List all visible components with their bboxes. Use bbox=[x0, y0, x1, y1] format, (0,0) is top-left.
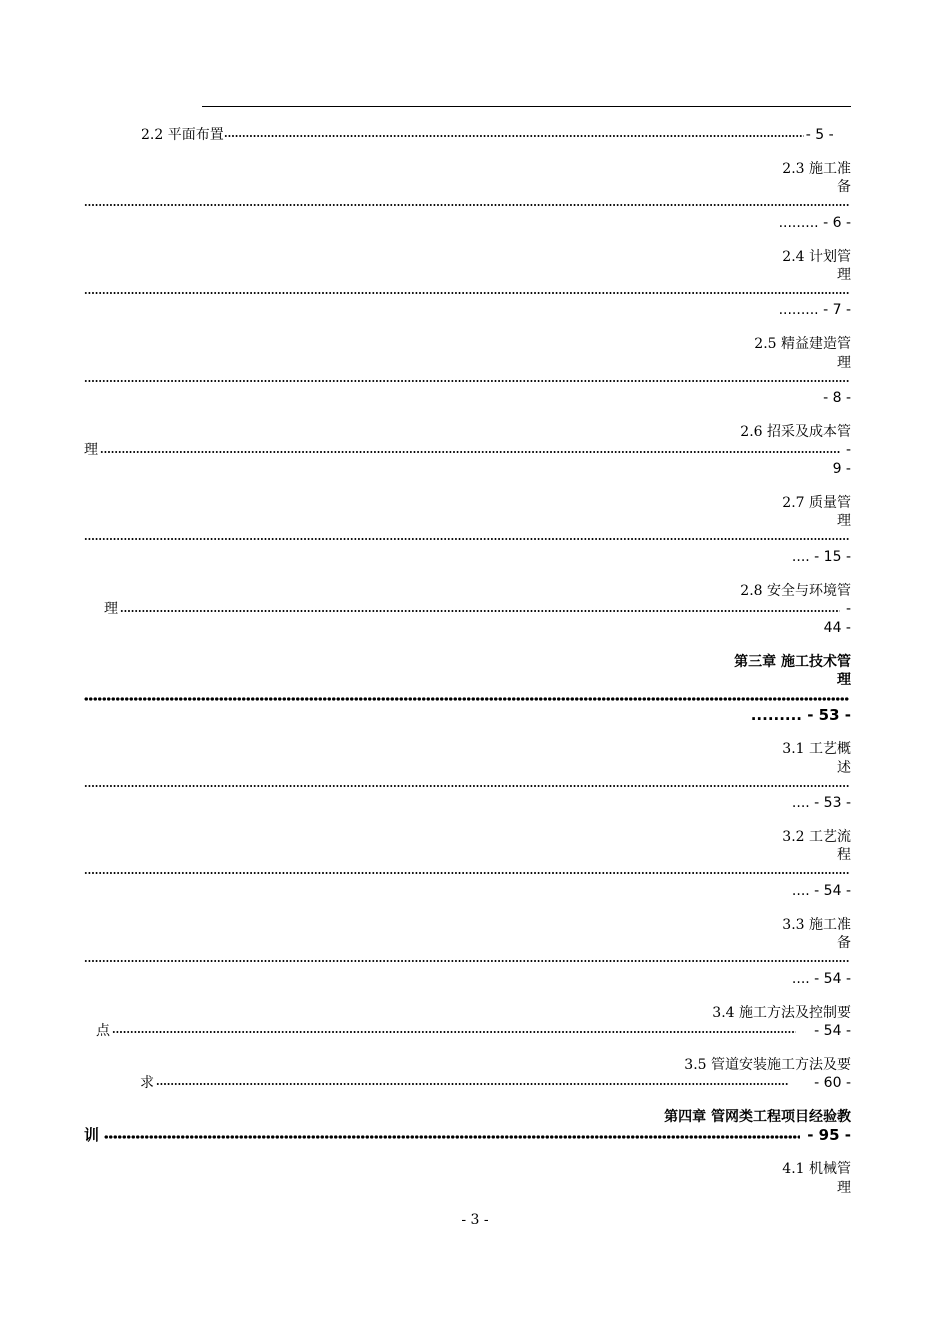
page-number: - 3 - bbox=[461, 1212, 489, 1228]
toc-chapter-4-page: - 95 - bbox=[807, 1126, 851, 1144]
toc-leader-dots bbox=[100, 449, 840, 455]
toc-leader-dots bbox=[84, 378, 849, 384]
toc-entry-2-3-label[interactable]: 2.3 施工准 bbox=[782, 161, 851, 177]
toc-entry-3-4-page: - 54 - bbox=[814, 1023, 851, 1039]
toc-entry-3-2-page: .... - 54 - bbox=[791, 883, 851, 899]
toc-entry-4-1-label[interactable]: 4.1 机械管 bbox=[782, 1161, 851, 1177]
toc-entry-2-6-label-wrap: 理 bbox=[84, 442, 98, 458]
toc-entry-3-1-label[interactable]: 3.1 工艺概 bbox=[782, 741, 851, 757]
toc-entry-3-4-label-wrap: 点 bbox=[96, 1023, 110, 1039]
toc-chapter-3-label[interactable]: 第三章 施工技术管 bbox=[734, 654, 851, 670]
toc-entry-3-5-label-wrap: 求 bbox=[140, 1075, 154, 1091]
toc-entry-2-5-label-wrap: 理 bbox=[837, 355, 851, 371]
toc-leader-dots bbox=[84, 536, 849, 542]
toc-entry-2-8-page: 44 - bbox=[823, 620, 851, 636]
toc-entry-3-3-label[interactable]: 3.3 施工准 bbox=[782, 917, 851, 933]
toc-entry-3-3-page: .... - 54 - bbox=[791, 971, 851, 987]
toc-leader-dots bbox=[112, 1029, 796, 1035]
toc-leader-dots bbox=[104, 1133, 800, 1141]
toc-leader-dots bbox=[84, 202, 849, 208]
toc-entry-2-2[interactable] bbox=[141, 126, 834, 144]
header-rule bbox=[202, 106, 851, 107]
toc-entry-2-3-page: ......... - 6 - bbox=[778, 215, 851, 231]
toc-leader-dots bbox=[120, 608, 840, 614]
toc-entry-2-3-label-wrap: 备 bbox=[837, 179, 851, 195]
toc-chapter-3-label-wrap: 理 bbox=[837, 672, 851, 688]
toc-entry-2-6-page-dash: - bbox=[845, 442, 851, 458]
toc-entry-2-8-label[interactable]: 2.8 安全与环境管 bbox=[740, 583, 851, 599]
toc-entry-2-8-label-wrap: 理 bbox=[104, 601, 118, 617]
toc-label: 2.2 平面布置 bbox=[141, 127, 224, 143]
toc-entry-3-4-label[interactable]: 3.4 施工方法及控制要 bbox=[712, 1005, 851, 1021]
toc-leader-dots bbox=[84, 290, 849, 296]
toc-leader-dots bbox=[224, 133, 804, 139]
toc-entry-3-1-page: .... - 53 - bbox=[791, 795, 851, 811]
toc-entry-2-5-label[interactable]: 2.5 精益建造管 bbox=[754, 336, 851, 352]
toc-entry-2-4-label-wrap: 理 bbox=[837, 267, 851, 283]
toc-leader-dots bbox=[84, 870, 849, 876]
toc-entry-3-2-label[interactable]: 3.2 工艺流 bbox=[782, 829, 851, 845]
toc-chapter-3-page: ......... - 53 - bbox=[750, 706, 851, 724]
toc-entry-3-3-label-wrap: 备 bbox=[837, 935, 851, 951]
toc-entry-2-8-page-dash: - bbox=[845, 601, 851, 617]
toc-entry-2-5-page: - 8 - bbox=[823, 390, 851, 406]
toc-chapter-4-label-wrap: 训 bbox=[84, 1126, 100, 1144]
toc-entry-4-1-label-wrap: 理 bbox=[837, 1180, 851, 1196]
toc-leader-dots bbox=[84, 783, 849, 789]
toc-entry-3-1-label-wrap: 述 bbox=[837, 760, 851, 776]
toc-entry-2-7-page: .... - 15 - bbox=[791, 549, 851, 565]
toc-entry-2-7-label[interactable]: 2.7 质量管 bbox=[782, 495, 851, 511]
toc-entry-2-4-page: ......... - 7 - bbox=[778, 302, 851, 318]
toc-entry-3-2-label-wrap: 程 bbox=[837, 847, 851, 863]
toc-leader-dots bbox=[84, 958, 849, 964]
toc-entry-2-6-label[interactable]: 2.6 招采及成本管 bbox=[740, 424, 851, 440]
toc-entry-3-5-label[interactable]: 3.5 管道安装施工方法及要 bbox=[684, 1057, 851, 1073]
toc-entry-3-5-page: - 60 - bbox=[814, 1075, 851, 1091]
toc-entry-2-4-label[interactable]: 2.4 计划管 bbox=[782, 249, 851, 265]
toc-leader-dots bbox=[156, 1081, 788, 1087]
toc-entry-2-7-label-wrap: 理 bbox=[837, 513, 851, 529]
toc-leader-dots bbox=[84, 695, 849, 703]
toc-page: - 5 - bbox=[805, 127, 834, 143]
toc-entry-2-6-page: 9 - bbox=[832, 461, 851, 477]
toc-chapter-4-label[interactable]: 第四章 管网类工程项目经验教 bbox=[664, 1109, 851, 1125]
